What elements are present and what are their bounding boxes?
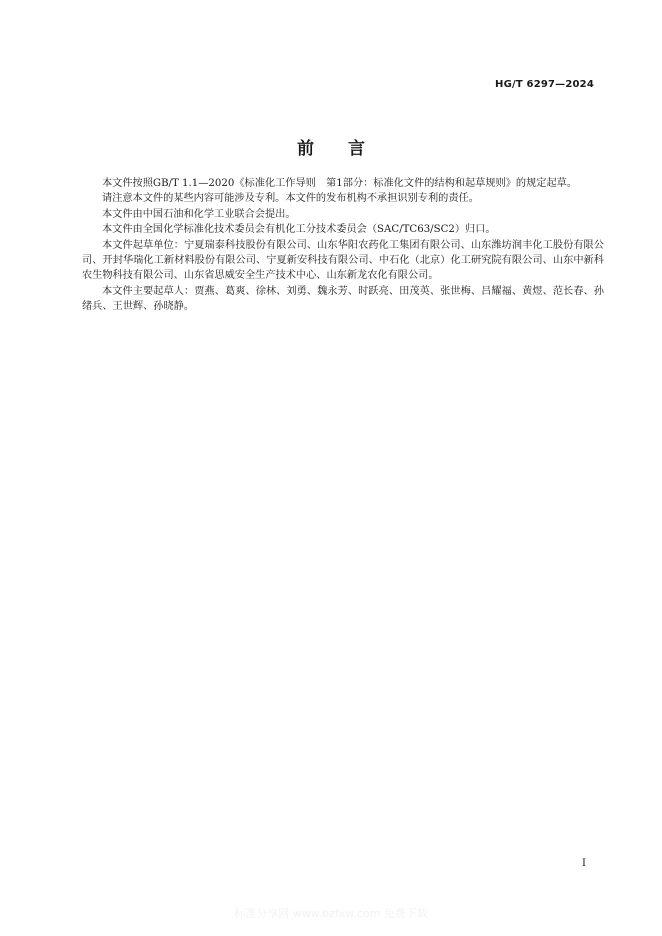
paragraph-drafting-rules: 本文件按照GB/T 1.1—2020《标准化工作导则 第1部分：标准化文件的结构和起草规则》的规定起草。 xyxy=(102,178,578,189)
page-title xyxy=(0,134,662,159)
footer-watermark: 标准分享网 www.bzfxw.com 免费下载 xyxy=(234,907,428,920)
page-title-char-2: 言 xyxy=(348,139,365,159)
paragraph-committee: 本文件由全国化学标准化技术委员会有机化工分技术委员会（SAC/TC63/SC2）归口。 xyxy=(102,224,496,236)
foreword-body xyxy=(82,176,604,315)
page-title-char-1: 前 xyxy=(297,139,314,159)
paragraph-proposer: 本文件由中国石油和化学工业联合会提出。 xyxy=(102,208,296,220)
document-code: HG/T 6297—2024 xyxy=(495,79,594,90)
page-number: I xyxy=(582,858,586,869)
paragraph-drafting-units: 本文件起草单位：宁夏瑞泰科技股份有限公司、山东华阳农药化工集团有限公司、山东潍坊润丰化工股份有限公司、开封华瑞化工新材料股份有限公司、宁夏新安科技有限公司、中石化（北京）化工研究院有限公司、山东中新科农生物科技有限公司、山东省思威安全生产技术中心、山东新龙农化有限公司。 xyxy=(82,239,604,282)
paragraph-drafters: 本文件主要起草人：贾燕、葛爽、徐林、刘勇、魏永芳、时跃亮、田茂英、张世梅、吕耀福、黄煜、范长春、孙绪兵、王世辉、孙晓静。 xyxy=(82,285,604,313)
paragraph-patent-notice: 请注意本文件的某些内容可能涉及专利。本文件的发布机构不承担识别专利的责任。 xyxy=(102,193,479,205)
